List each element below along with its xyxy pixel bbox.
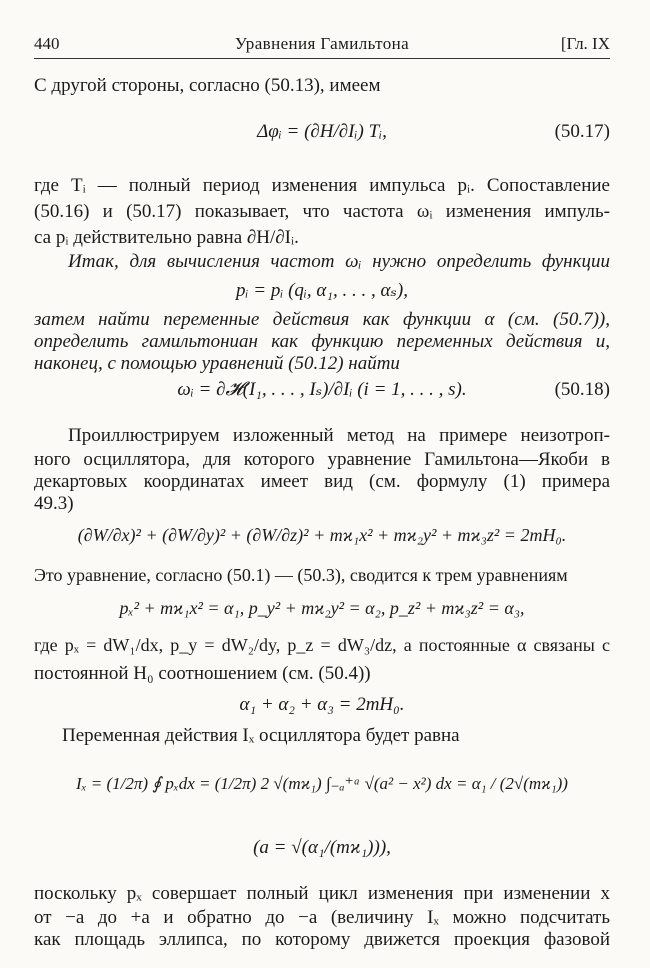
paragraph-line: Итак, для вычисления частот ωᵢ нужно определить функции <box>68 251 610 272</box>
paragraph-line: Переменная действия Iₓ осциллятора будет равна <box>62 725 460 746</box>
page-number: 440 <box>34 34 60 53</box>
equation <box>34 690 610 720</box>
equation-body: α₁ + α₂ + α₃ = 2mH₀. <box>239 694 405 715</box>
chapter-ref: [Гл. IX <box>560 34 610 53</box>
equation <box>34 754 610 814</box>
paragraph-line: где Tᵢ — полный период изменения импульса pᵢ. Сопоставление <box>34 175 610 196</box>
paragraph-line: затем найти переменные действия как функции α (см. (50.7)), <box>34 309 610 330</box>
equation <box>34 820 610 876</box>
equation-body: ωᵢ = ∂𝓗(I₁, . . . , Iₛ)/∂Iᵢ (i = 1, . . . , s). <box>177 379 467 400</box>
paragraph-line: 49.3) <box>34 493 74 514</box>
paragraph-line: наконец, с помощью уравнений (50.12) найти <box>34 353 400 374</box>
paragraph-line: декартовых координатах имеет вид (см. формулу (1) примера <box>34 471 610 492</box>
paragraph-line: ного осциллятора, для которого уравнение Гамильтона—Якоби в <box>34 449 610 470</box>
header-rule <box>34 58 610 59</box>
equation <box>34 104 610 160</box>
paragraph-line: Проиллюстрируем изложенный метод на примере неизотроп- <box>68 425 610 446</box>
paragraph-line: поскольку pₓ совершает полный цикл изменения при изменении x <box>34 883 610 904</box>
paragraph: С другой стороны, согласно (50.13), имеем <box>34 75 381 96</box>
paragraph-line: где pₓ = dW₁/dx, p_y = dW₂/dy, p_z = dW₃/dz, а постоянные α связаны с <box>34 635 610 655</box>
running-header <box>34 30 610 58</box>
equation <box>34 370 610 410</box>
equation-body: Δφᵢ = (∂H/∂Iᵢ) Tᵢ, <box>257 121 387 142</box>
equation-body: pᵢ = pᵢ (qᵢ, α₁, . . . , αₛ), <box>236 280 408 301</box>
equation <box>34 590 610 626</box>
paragraph-line: как площадь эллипса, по которому движется проекция фазовой <box>34 929 610 950</box>
equation-body: (a = √(α₁/(mϰ₁))), <box>253 837 391 858</box>
equation-number: (50.17) <box>554 121 610 142</box>
equation-body: Iₓ = (1/2π) ∮ pₓdx = (1/2π) 2 √(mϰ₁) ∫₋ₐ⁺ᵃ √(a² − x²) dx = α₁ / (2√(mϰ₁)) <box>76 774 568 793</box>
equation <box>34 276 610 306</box>
book-page <box>34 24 610 954</box>
equation <box>34 512 610 558</box>
paragraph-line: са pᵢ действительно равна ∂H/∂Iᵢ. <box>34 227 299 248</box>
paragraph-line: Это уравнение, согласно (50.1) — (50.3), сводится к трем уравнениям <box>34 565 568 585</box>
paragraph-line: постоянной H₀ соотношением (см. (50.4)) <box>34 663 371 684</box>
paragraph-line: от −a до +a и обратно до −a (величину Iₓ можно подсчитать <box>34 907 610 928</box>
equation-body: (∂W/∂x)² + (∂W/∂y)² + (∂W/∂z)² + mϰ₁x² + mϰ₂y² + mϰ₃z² = 2mH₀. <box>77 525 567 545</box>
paragraph-line: (50.16) и (50.17) показывает, что частота ωᵢ изменения импуль- <box>34 201 610 222</box>
equation-number: (50.18) <box>554 379 610 400</box>
running-title: Уравнения Гамильтона <box>234 34 410 53</box>
paragraph-line: определить гамильтониан как функцию переменных действия и, <box>34 331 610 352</box>
equation-body: pₓ² + mϰ₁x² = α₁, p_y² + mϰ₂y² = α₂, p_z² + mϰ₃z² = α₃, <box>119 598 525 618</box>
